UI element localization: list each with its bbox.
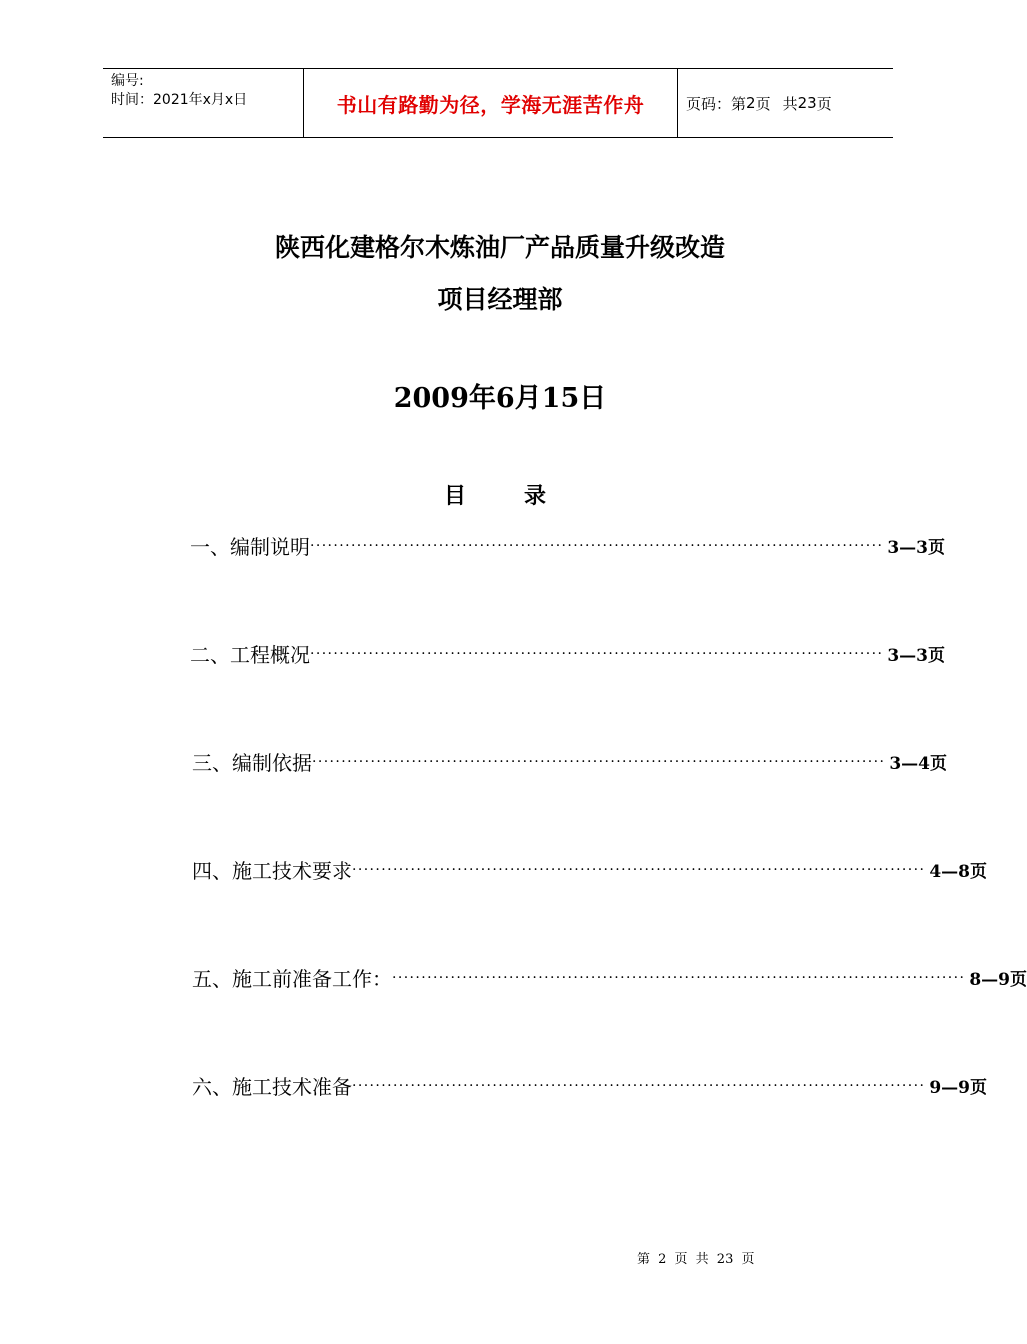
toc-item-number: 一、: [190, 534, 230, 559]
serial-label: 编号:: [111, 73, 144, 89]
header-motto: 书山有路勤为径，学海无涯苦作舟: [336, 92, 645, 117]
toc-item[interactable]: [190, 638, 945, 668]
toc-item[interactable]: [192, 746, 947, 776]
toc-leader-dots: ··································································································: [352, 1078, 926, 1094]
page-total-prefix: 共: [782, 94, 798, 113]
toc-item-label: 施工前准备工作：: [232, 966, 392, 991]
toc-item-label: 施工技术要求: [232, 858, 352, 883]
toc-heading-part2: 录: [524, 483, 547, 509]
page-info-prefix: 页码：第: [686, 94, 747, 113]
toc-item-pages: 8—9页: [969, 969, 1027, 990]
page-footer: 第 2 页 共 23 页: [637, 1252, 755, 1267]
toc-heading: [0, 479, 950, 510]
document-title-line2: 项目经理部: [437, 285, 563, 314]
toc-heading-part1: 目: [443, 483, 466, 509]
toc-leader-dots: ··································································································: [310, 646, 884, 662]
toc-item-label: 编制依据: [232, 750, 312, 775]
header-motto-cell: [304, 69, 678, 137]
toc-leader-dots: ··································································································: [392, 970, 966, 986]
toc-item-label: 编制说明: [230, 534, 310, 559]
toc-item-pages: 3—3页: [887, 537, 945, 558]
toc-item-number: 六、: [192, 1074, 232, 1099]
toc-item-pages: 3—4页: [889, 753, 947, 774]
toc-item[interactable]: [192, 1070, 987, 1100]
toc-item-number: 二、: [190, 642, 230, 667]
page-mid: 页: [755, 94, 771, 113]
toc-item-pages: 9—9页: [929, 1077, 987, 1098]
toc-item-number: 五、: [192, 966, 232, 991]
page-current: 2: [746, 94, 756, 112]
toc-item[interactable]: [190, 530, 945, 560]
toc-item[interactable]: [192, 854, 987, 884]
toc-item-number: 三、: [192, 750, 232, 775]
toc-item[interactable]: [192, 962, 1027, 992]
toc-item-pages: 3—3页: [887, 645, 945, 666]
header-page-cell: [678, 69, 893, 137]
toc-leader-dots: ··································································································: [310, 538, 884, 554]
document-title-line1: 陕西化建格尔木炼油厂产品质量升级改造: [274, 233, 725, 262]
header-meta-cell: [103, 69, 304, 137]
page-suffix: 页: [816, 94, 832, 113]
toc-leader-dots: ··································································································: [352, 862, 926, 878]
time-label: 时间：2021年x月x日: [111, 92, 248, 108]
toc-item-label: 工程概况: [230, 642, 310, 667]
page-header: [103, 68, 893, 138]
toc-item-pages: 4—8页: [929, 861, 987, 882]
toc-leader-dots: ··································································································: [312, 754, 886, 770]
toc-item-label: 施工技术准备: [232, 1074, 352, 1099]
document-date: 2009年6月15日: [393, 383, 607, 414]
toc-item-number: 四、: [192, 858, 232, 883]
page-total: 23: [797, 94, 817, 112]
